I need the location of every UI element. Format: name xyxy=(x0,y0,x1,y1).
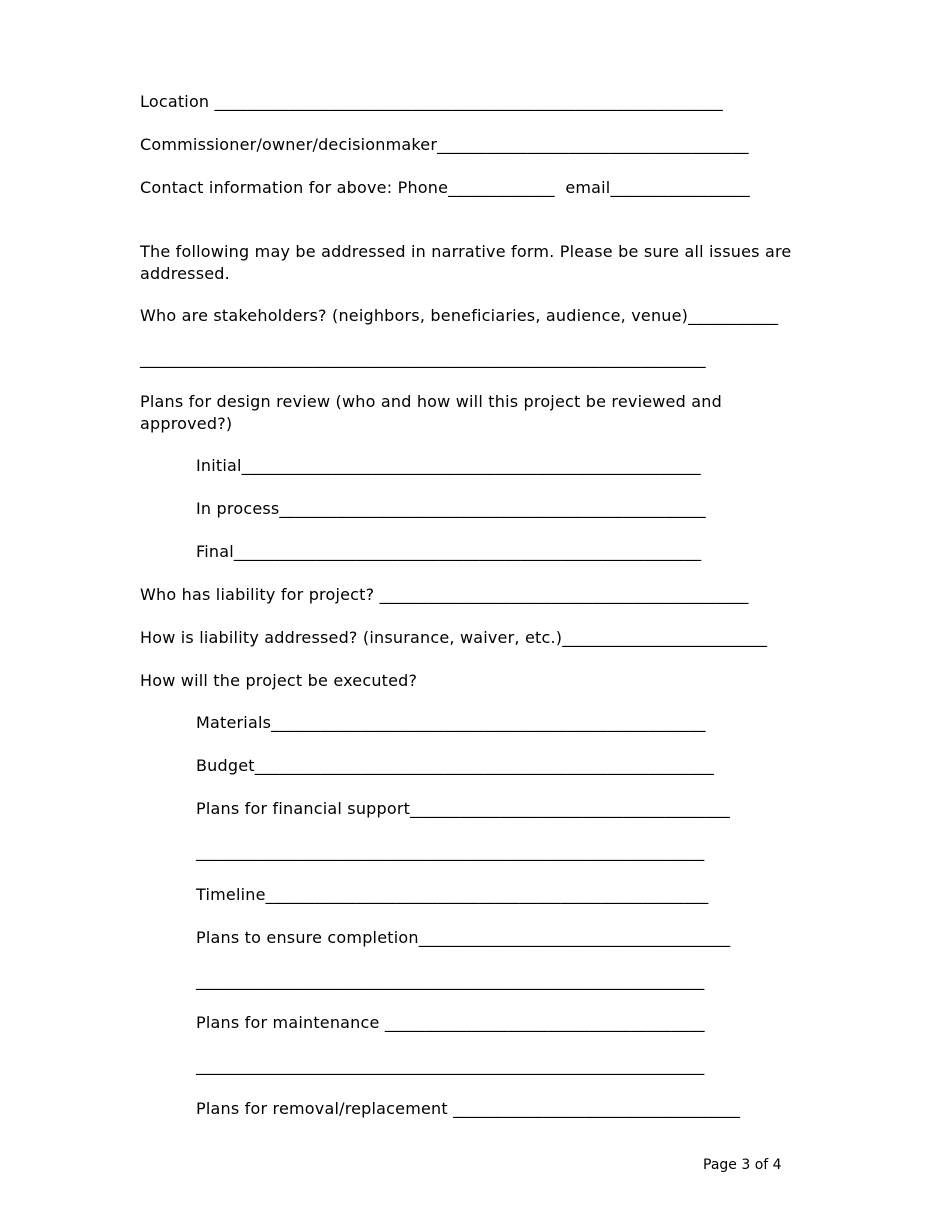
commissioner-field: Commissioner/owner/decisionmaker______________________________________ xyxy=(140,135,749,154)
liability-who-field: Who has liability for project? _____________________________________________ xyxy=(140,585,749,604)
stakeholders-field: Who are stakeholders? (neighbors, beneficiaries, audience, venue)___________ xyxy=(140,306,779,325)
financial-support-field: Plans for financial support_______________________________________ xyxy=(196,799,730,818)
maintenance-continuation-line: ______________________________________________________________ xyxy=(196,1056,705,1075)
removal-replacement-field: Plans for removal/replacement ___________________________________ xyxy=(196,1099,741,1118)
completion-field: Plans to ensure completion______________________________________ xyxy=(196,928,731,947)
stakeholders-continuation-line: _____________________________________________________________________ xyxy=(140,349,706,368)
maintenance-field: Plans for maintenance _______________________________________ xyxy=(196,1013,705,1032)
narrative-instructions: The following may be addressed in narrative form. Please be sure all issues are addressed. xyxy=(140,242,792,283)
materials-field: Materials_____________________________________________________ xyxy=(196,713,706,732)
location-field: Location ______________________________________________________________ xyxy=(140,92,723,111)
liability-how-field: How is liability addressed? (insurance, waiver, etc.)_________________________ xyxy=(140,628,768,647)
contact-info-field: Contact information for above: Phone_____________ email_________________ xyxy=(140,178,750,197)
design-review-question: Plans for design review (who and how will this project be reviewed and approved?) xyxy=(140,392,722,433)
design-review-in-process-field: In process____________________________________________________ xyxy=(196,499,706,518)
budget-field: Budget________________________________________________________ xyxy=(196,756,714,775)
timeline-field: Timeline______________________________________________________ xyxy=(196,885,709,904)
financial-support-continuation-line: ______________________________________________________________ xyxy=(196,842,705,861)
page-number: Page 3 of 4 xyxy=(703,1157,782,1173)
design-review-initial-field: Initial________________________________________________________ xyxy=(196,456,701,475)
execution-question: How will the project be executed? xyxy=(140,671,418,690)
completion-continuation-line: ______________________________________________________________ xyxy=(196,971,705,990)
design-review-final-field: Final_________________________________________________________ xyxy=(196,542,702,561)
